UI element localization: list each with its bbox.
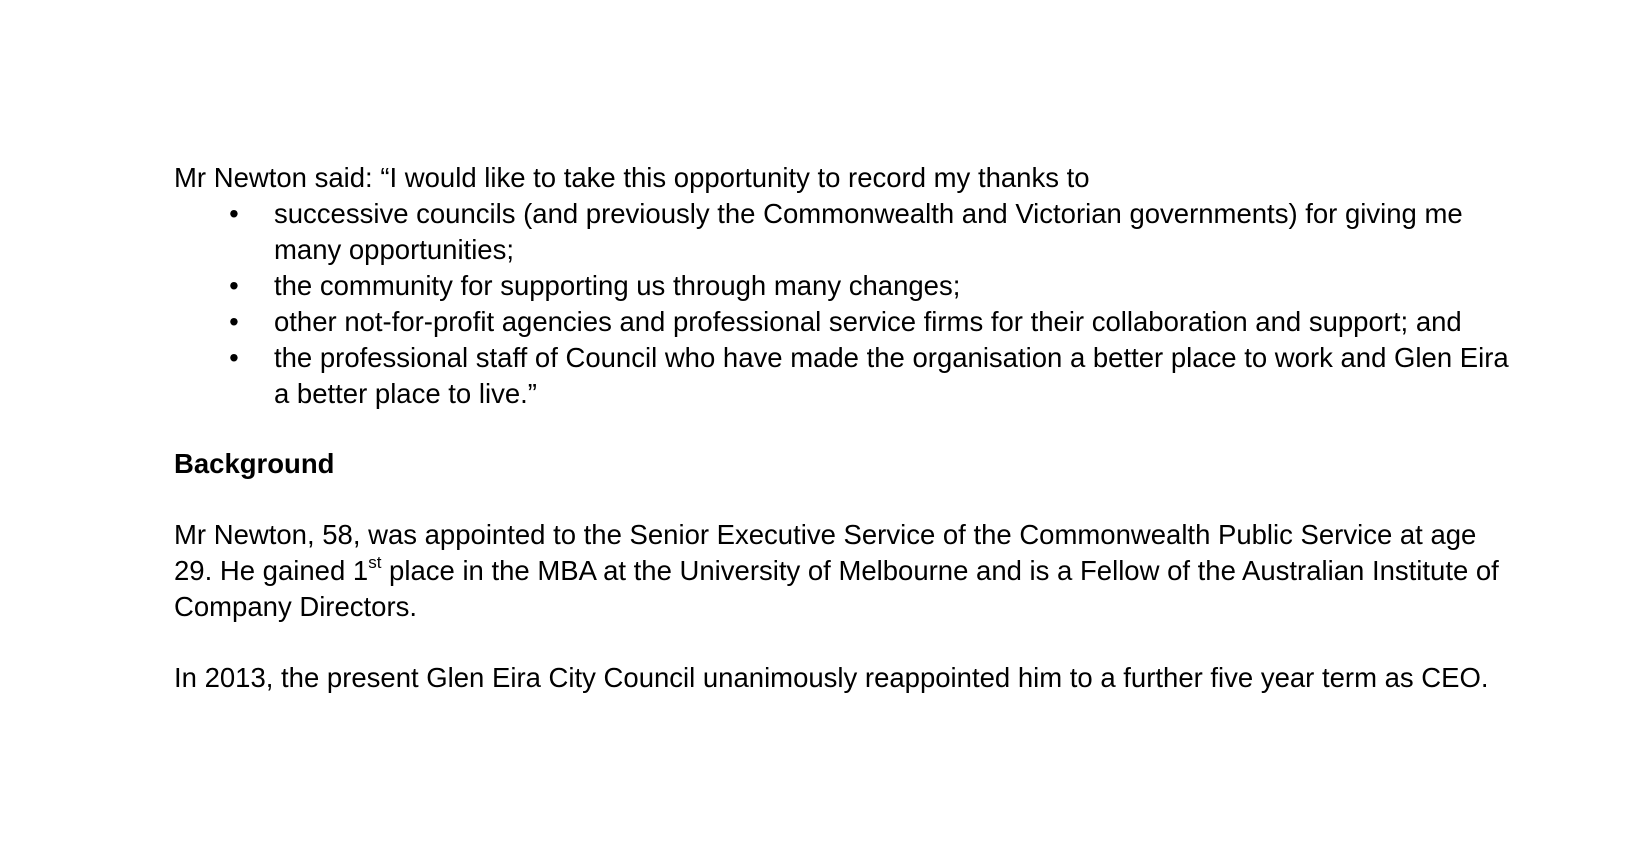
bullet-icon: •: [229, 270, 239, 301]
document-body: [174, 160, 1514, 696]
background-text-start: Mr Newton, 58, was appointed to the Senior Executive Service of the Commonwealth Public Service at age 29. He gained 1: [174, 519, 1477, 586]
bullet-icon: •: [229, 342, 239, 373]
intro-paragraph: Mr Newton said: “I would like to take this opportunity to record my thanks to: [174, 162, 1090, 193]
bullet-icon: •: [229, 306, 239, 337]
bullet-icon: •: [229, 198, 239, 229]
ordinal-superscript: st: [368, 553, 382, 572]
list-item: [174, 304, 1514, 340]
list-item: [174, 196, 1514, 268]
thanks-list: [174, 196, 1514, 412]
background-heading: Background: [174, 448, 335, 479]
list-item-text: other not-for-profit agencies and professional service firms for their collaboration and support; and: [274, 306, 1462, 337]
background-text-end: place in the MBA at the University of Melbourne and is a Fellow of the Australian Institute of Company Directors.: [174, 555, 1499, 622]
list-item-text: successive councils (and previously the Commonwealth and Victorian governments) for giving me many opportunities;: [274, 198, 1463, 265]
list-item: [174, 340, 1514, 412]
list-item-text: the professional staff of Council who have made the organisation a better place to work and Glen Eira a better place to live.”: [274, 342, 1509, 409]
background-paragraph-1: [174, 517, 1514, 625]
list-item: [174, 268, 1514, 304]
background-paragraph-2: In 2013, the present Glen Eira City Council unanimously reappointed him to a further five year term as CEO.: [174, 662, 1489, 693]
list-item-text: the community for supporting us through many changes;: [274, 270, 961, 301]
